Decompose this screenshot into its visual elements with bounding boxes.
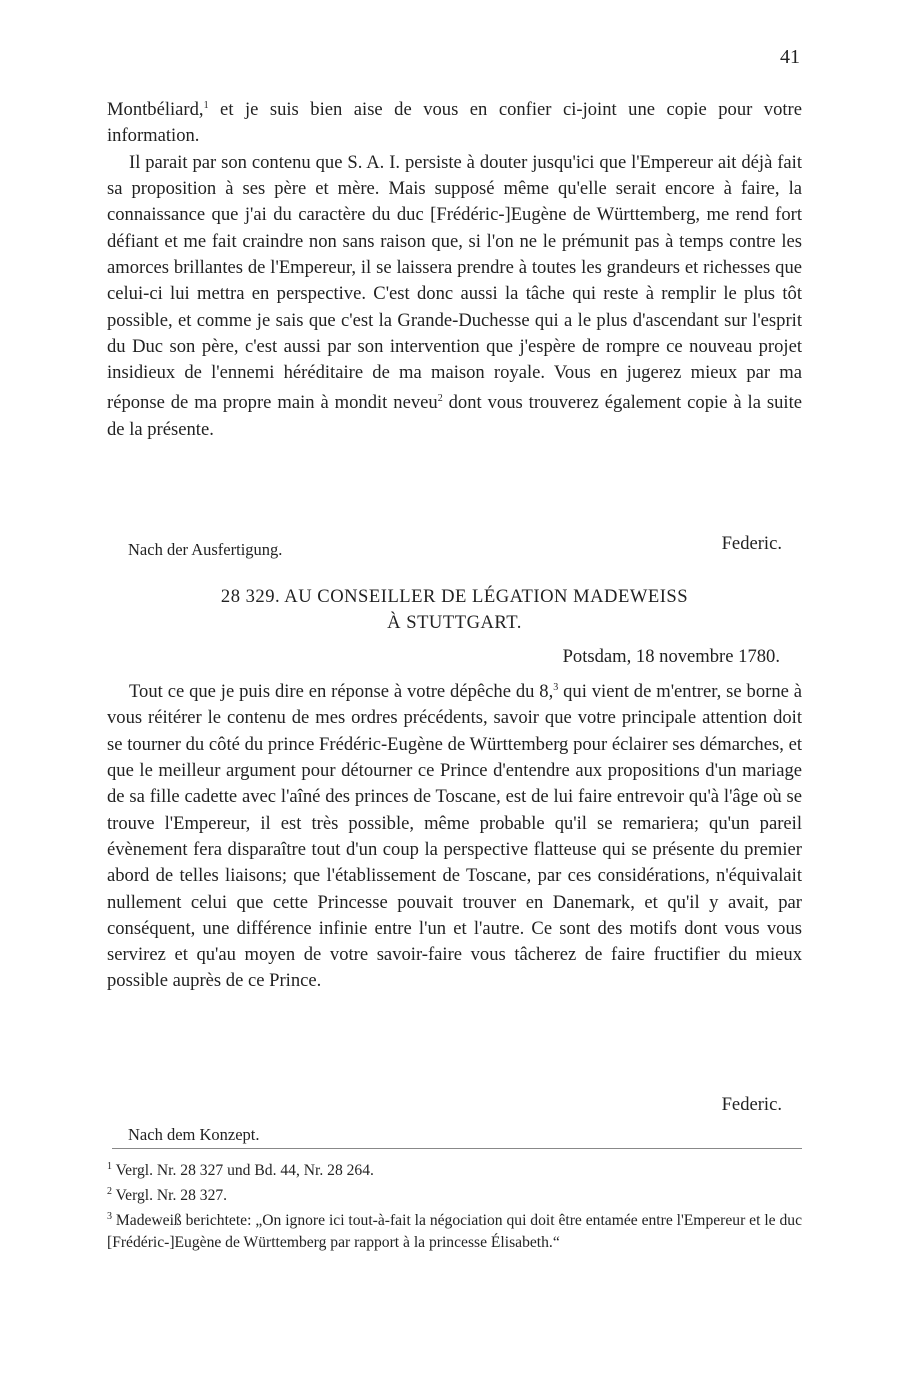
- document-heading: [107, 584, 802, 636]
- page-number: 41: [780, 46, 800, 68]
- heading-line-1: 28 329. AU CONSEILLER DE LÉGATION MADEWEISS: [220, 586, 689, 607]
- paragraph-1: Montbéliard,$^1$ et je suis bien aise de vous en confier ci-joint une copie pour votre information.: [107, 99, 802, 147]
- footnote-3: $^3$ Madeweiß berichtete: „On ignore ici tout-à-fait la négociation qui doit être entamée entre l'Empereur et le duc [Frédéric-]Eugène de Württemberg par rapport à la princesse Élisabeth.“: [107, 1211, 802, 1251]
- paragraph-3: Tout ce que je puis dire en réponse à votre dépêche du 8,$^3$ qui vient de m'entrer, se borne à vous réitérer le contenu de mes ordres précédents, savoir que votre principale attention doit se tourner du côté du prince Frédéric-Eugène de Württemberg pour éclairer ses démarches, et que le meilleur argument pour détourner ce Prince d'entendre aux propositions d'un mariage de sa fille cadette avec l'aîné des princes de Toscane, est de lui faire entrevoir qu'à l'âge où se trouve l'Empereur, il est très possible, même probable qu'il se remariera; qu'un pareil évènement fera disparaître tout d'un coup la perspective flatteuse qui se présente du premier abord de telles liaisons; que l'établissement de Toscane, par ces considérations, n'équivalait nullement celui que cette Princesse pouvait trouver en Danemark, et qu'il y avait, par conséquent, une différence infinie entre l'un et l'autre. Ce sont des motifs dont vous vous servirez et qu'au moyen de votre savoir-faire vous tâcherez de faire fructifier du mieux possible auprès de ce Prince.: [107, 681, 802, 992]
- paragraph-2: Il parait par son contenu que S. A. I. persiste à douter jusqu'ici que l'Empereur ait déjà fait sa proposition à ses père et mère. Mais supposé même qu'elle serait encore à faire, la connaissance que j'ai du caractère du duc [Frédéric-]Eugène de Württemberg, me rend fort défiant et me fait craindre non sans raison que, si l'on ne le prémunit pas à temps contre les amorces brillantes de l'Empereur, il se laissera prendre à toutes les grandeurs et richesses que celui-ci lui mettra en perspective. C'est donc aussi la tâche qui reste à remplir le plus tôt possible, et comme je sais que c'est la Grande-Duchesse qui a le plus d'ascendant sur l'esprit du Duc son père, c'est aussi par son intervention que j'espère de rompre ce nouveau projet insidieux de l'ennemi héréditaire de ma maison royale. Vous en jugerez mieux par ma réponse de ma propre main à mondit neveu$^2$ dont vous trouverez également copie à la suite de la présente.: [107, 151, 803, 440]
- footnote-divider: [112, 1148, 802, 1149]
- footnote-ref-1[interactable]: 1: [203, 100, 209, 111]
- place-date: Potsdam, 18 novembre 1780.: [562, 646, 780, 667]
- letter-body-2: [107, 675, 802, 995]
- letter-body-1: [107, 93, 802, 443]
- footnotes: [107, 1156, 802, 1253]
- signature-1: Federic.: [721, 533, 782, 554]
- footnote-ref-2[interactable]: 2: [437, 393, 443, 405]
- source-note-1: Nach der Ausfertigung.: [128, 540, 283, 559]
- footnote-2: $^2$ Vergl. Nr. 28 327.: [107, 1186, 228, 1205]
- source-note-2: Nach dem Konzept.: [128, 1125, 260, 1144]
- footnote-1: $^1$ Vergl. Nr. 28 327 und Bd. 44, Nr. 28 264.: [107, 1161, 374, 1180]
- signature-2: Federic.: [721, 1094, 782, 1115]
- heading-line-2: À STUTTGART.: [387, 612, 522, 633]
- footnote-ref-3[interactable]: 3: [553, 682, 559, 693]
